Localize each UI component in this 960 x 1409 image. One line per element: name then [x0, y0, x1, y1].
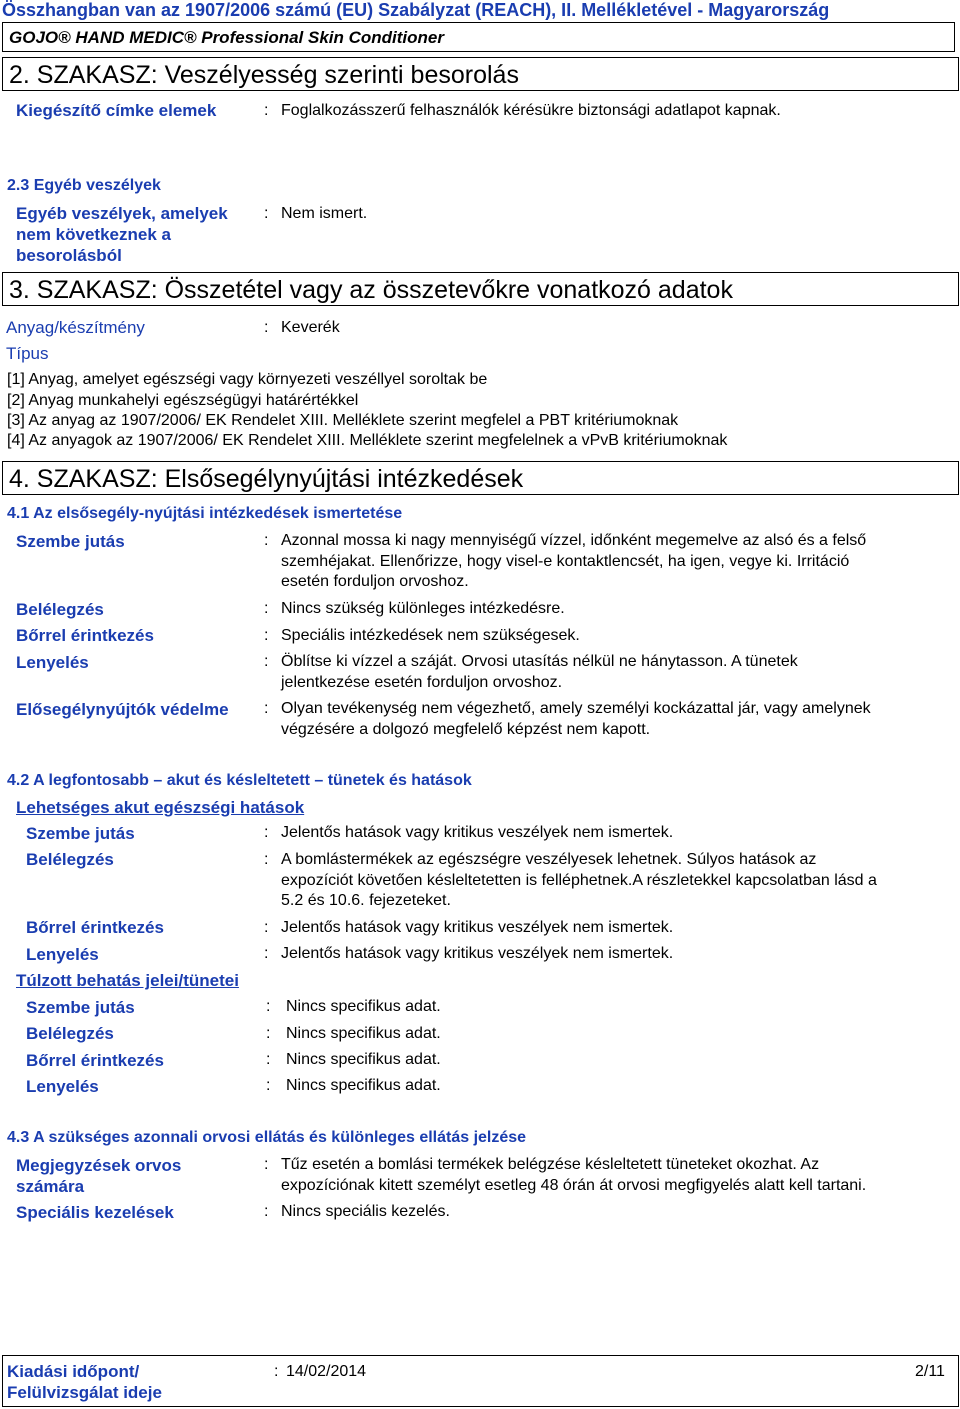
acute-skin-label: Bőrrel érintkezés — [26, 918, 164, 937]
acute-effects-heading: Lehetséges akut egészségi hatások — [16, 798, 305, 817]
over-ingestion-value: Nincs specifikus adat. — [286, 1077, 441, 1094]
supplementary-value: Foglalkozásszerű felhasználók kérésükre biztonsági adatlapot kapnak. — [281, 102, 781, 119]
footer-box — [2, 1355, 959, 1407]
colon: : — [264, 102, 269, 119]
note-4: [4] Az anyagok az 1907/2006/ EK Rendelet XIII. Melléklete szerint megfelelnek a vPvB kritériumoknak — [7, 432, 728, 449]
issue-date-label-line2: Felülvizsgálat ideje — [7, 1383, 162, 1402]
supplementary-label: Kiegészítő címke elemek — [16, 101, 217, 120]
acute-eye-value: Jelentős hatások vagy kritikus veszélyek nem ismertek. — [281, 824, 674, 841]
section-2-header — [2, 57, 959, 91]
acute-ingestion-label: Lenyelés — [26, 945, 99, 964]
over-inhalation-value: Nincs specifikus adat. — [286, 1025, 441, 1042]
acute-inhalation-value-line3: 5.2 és 10.6. fejezeteket. — [281, 892, 451, 909]
skin-contact-label: Bőrrel érintkezés — [16, 626, 154, 645]
colon: : — [274, 1363, 279, 1380]
acute-ingestion-value: Jelentős hatások vagy kritikus veszélyek nem ismertek. — [281, 945, 674, 962]
ingestion-label: Lenyelés — [16, 653, 89, 672]
colon: : — [266, 1025, 271, 1042]
other-hazards-label-line1: Egyéb veszélyek, amelyek — [16, 204, 228, 223]
colon: : — [264, 319, 269, 336]
over-inhalation-label: Belélegzés — [26, 1024, 114, 1043]
colon: : — [264, 627, 269, 644]
other-hazards-value: Nem ismert. — [281, 205, 368, 222]
page-number: 2/11 — [915, 1363, 945, 1380]
section-3-header — [2, 272, 959, 306]
acute-skin-value: Jelentős hatások vagy kritikus veszélyek nem ismertek. — [281, 919, 674, 936]
colon: : — [264, 1203, 269, 1220]
acute-inhalation-value-line2: expozíciót követően késleltetetten is felléphetnek.A részletekkel kapcsolatban lásd a — [281, 872, 877, 889]
eye-contact-value-line2: szemhéjakat. Ellenőrizze, hogy visel-e kontaktlencsét, ha igen, vegye ki. Irritáció — [281, 553, 850, 570]
eye-contact-value-line3: esetén forduljon orvoshoz. — [281, 573, 469, 590]
colon: : — [266, 998, 271, 1015]
colon: : — [266, 1051, 271, 1068]
document-title: Összhangban van az 1907/2006 számú (EU) Szabályzat (REACH), II. Mellékletével - Magyarország — [2, 0, 830, 20]
acute-inhalation-value-line1: A bomlástermékek az egészségre veszélyesek lehetnek. Súlyos hatások az — [281, 851, 817, 868]
over-eye-value: Nincs specifikus adat. — [286, 998, 441, 1015]
subsection-4-1: 4.1 Az elsősegély-nyújtási intézkedések ismertetése — [7, 505, 403, 522]
section-3-title: 3. SZAKASZ: Összetétel vagy az összetevőkre vonatkozó adatok — [9, 276, 733, 304]
subsection-4-3: 4.3 A szükséges azonnali orvosi ellátás és különleges ellátás jelzése — [7, 1129, 527, 1146]
inhalation-value: Nincs szükség különleges intézkedésre. — [281, 600, 565, 617]
over-eye-label: Szembe jutás — [26, 998, 135, 1017]
acute-eye-label: Szembe jutás — [26, 824, 135, 843]
ingestion-value-line1: Öblítse ki vízzel a száját. Orvosi utasítás nélkül ne hánytasson. A tünetek — [281, 653, 798, 670]
issue-date-value: 14/02/2014 — [286, 1363, 367, 1380]
specific-treatments-label: Speciális kezelések — [16, 1203, 174, 1222]
section-4-title: 4. SZAKASZ: Elsősegélynyújtási intézkedések — [9, 465, 524, 493]
type-label-line1: Anyag/készítmény — [6, 318, 145, 337]
acute-inhalation-label: Belélegzés — [26, 850, 114, 869]
type-label-line2: Típus — [6, 344, 49, 363]
over-ingestion-label: Lenyelés — [26, 1077, 99, 1096]
other-hazards-label-line3: besorolásból — [16, 246, 122, 265]
skin-contact-value: Speciális intézkedések nem szükségesek. — [281, 627, 580, 644]
notes-to-physician-label-line1: Megjegyzések orvos — [16, 1156, 182, 1175]
overexposure-heading: Túlzott behatás jelei/tünetei — [16, 971, 239, 990]
section-2-title: 2. SZAKASZ: Veszélyesség szerinti besorolás — [9, 61, 519, 89]
colon: : — [264, 205, 269, 222]
notes-to-physician-value-line2: expozíciónak kitett személyt esetleg 48 órán át orvosi megfigyelés alatt kell tartani. — [281, 1177, 867, 1194]
type-value: Keverék — [281, 319, 340, 336]
product-name: GOJO® HAND MEDIC® Professional Skin Conditioner — [9, 28, 444, 47]
over-skin-label: Bőrrel érintkezés — [26, 1051, 164, 1070]
colon: : — [264, 700, 269, 717]
eye-contact-value-line1: Azonnal mossa ki nagy mennyiségű vízzel, időnként megemelve az alsó és a felső — [281, 532, 867, 549]
first-aider-protection-label: Elősegélynyújtók védelme — [16, 700, 229, 719]
colon: : — [264, 1156, 269, 1173]
section-4-header — [2, 461, 959, 495]
colon: : — [266, 1077, 271, 1094]
eye-contact-label: Szembe jutás — [16, 532, 125, 551]
colon: : — [264, 919, 269, 936]
note-2: [2] Anyag munkahelyi egészségügyi határértékkel — [7, 392, 359, 409]
note-1: [1] Anyag, amelyet egészségi vagy környezeti veszéllyel soroltak be — [7, 371, 488, 388]
specific-treatments-value: Nincs speciális kezelés. — [281, 1203, 450, 1220]
colon: : — [264, 824, 269, 841]
notes-to-physician-value-line1: Tűz esetén a bomlási termékek belégzése késleltetett tüneteket okozhat. Az — [281, 1156, 820, 1173]
issue-date-label-line1: Kiadási időpont/ — [7, 1362, 140, 1381]
colon: : — [264, 945, 269, 962]
colon: : — [264, 653, 269, 670]
ingestion-value-line2: jelentkezése esetén forduljon orvoshoz. — [281, 674, 563, 691]
subsection-4-2: 4.2 A legfontosabb – akut és késleltetett – tünetek és hatások — [7, 772, 472, 789]
colon: : — [264, 532, 269, 549]
product-name-box — [2, 22, 955, 52]
first-aider-protection-value-line2: végzésére a dolgozó megfelelő képzést nem kapott. — [281, 721, 651, 738]
over-skin-value: Nincs specifikus adat. — [286, 1051, 441, 1068]
colon: : — [264, 851, 269, 868]
notes-to-physician-label-line2: számára — [16, 1177, 85, 1196]
other-hazards-label-line2: nem következnek a — [16, 225, 171, 244]
colon: : — [264, 600, 269, 617]
first-aider-protection-value-line1: Olyan tevékenység nem végezhető, amely személyi kockázattal jár, vagy amelynek — [281, 700, 871, 717]
inhalation-label: Belélegzés — [16, 600, 104, 619]
note-3: [3] Az anyag az 1907/2006/ EK Rendelet XIII. Melléklete szerint megfelel a PBT kritériumoknak — [7, 412, 679, 429]
subsection-2-3: 2.3 Egyéb veszélyek — [7, 177, 161, 194]
